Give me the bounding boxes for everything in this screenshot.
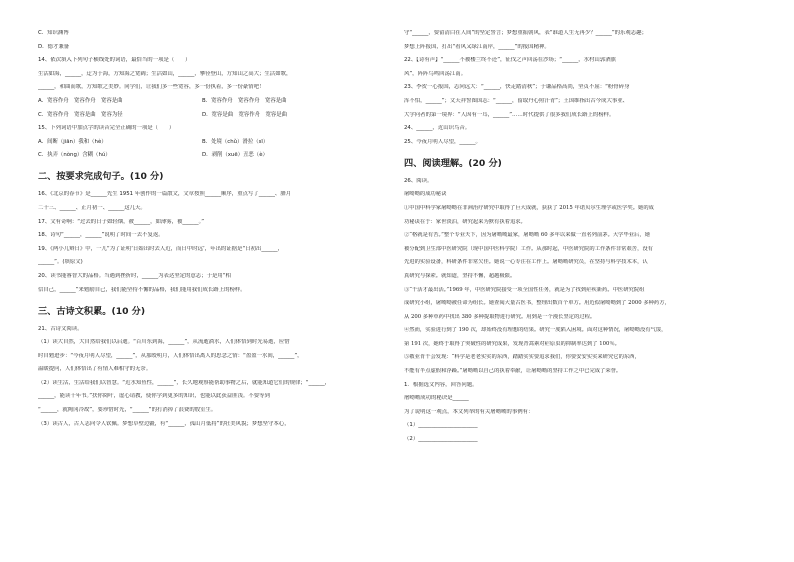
left-column (38, 30, 366, 434)
answer-blank-1: （1）______________________ (404, 422, 478, 429)
reading-label: 26、阅读。 (404, 177, 433, 184)
section-3-line: ______，能读千年书。”扶你阅叶，虚心请教，使你学到更多的知识，也能以此获益匪浅。不要等到 (38, 393, 270, 400)
question-22-line: 风”，阵阵鸟鸣回荡江南。 (404, 70, 467, 77)
section-4-title: 四、阅读理解。(20 分) (404, 157, 502, 169)
question-22-line: 22、【诗有声】“______不被楼兰终不还”，征伐之声回荡在沙场；“______，水村山郭酒旗 (404, 57, 616, 64)
poem-line: 梦想上阵报国，打出“看风又绿江南岸，______”的报国精神。 (404, 43, 550, 50)
section-2-line: 19、《两小儿辩日》中，一儿“为了证明‘日始出时去人近，而日中时远’，年出的证据是“日初出______， (38, 245, 283, 252)
section-3-line: 时自勉进步：“今夜月明人尽望，______”，从那皎明月，人们体悟出离人的思念之情：“盈盈一水间，______”， (38, 352, 303, 359)
passage-line: ③“干活才最出活。”1969 年，中医研究院接受一项全国性任务，就是为了找到疟疾新药。中医研究院组 (404, 286, 645, 293)
question-15-option-d: D．剥削（xuē）丑恶（è） (202, 152, 268, 159)
passage-line: 真研究与探索。就知道，坚持不懈，超越极限。 (404, 272, 516, 279)
question-23-line: 浑不怕，______”；文天祥誓图国志：“______，留取丹心照汗青”；王国维指出古今成大事业、 (404, 97, 629, 104)
question-14-option-d: D．宽容是曲 宽容作舟 宽容是曲 (202, 111, 288, 118)
passage-line: ②“格就是有苦。”整个专业天下，因为屠呦呦最家，屠呦呦 60 多年以来做一直名列前茅。大学毕业后，她 (404, 232, 650, 239)
question-15-stem: 15、下列词语中加点字的读音完全正确的一项是（ ） (38, 125, 175, 132)
section-3-line: “______，就陶冈冷故”，要珍惜时光，“______”的打消掉了浪费的殷室生。 (38, 407, 217, 414)
section-2-title: 二、按要求完成句子。(10 分) (38, 171, 164, 183)
section-3-line: （3）读古人，古人志向令人钦佩。梦想草壁边疆，有“______，孤山月低将”的壮美风貌；梦想坚守本心， (38, 420, 290, 427)
passage-line: ④然而，实验进行到了 190 次，却始终没有理想的结果。研究一度陷入困境。面对这种情况，屠呦呦没有气馁， (404, 327, 667, 334)
section-3-line: （1）读大自然，大自然给我们以启迪。“百川东到海，______”，从流逝淌水，人们体悟到时光易逝，应惜 (38, 339, 290, 346)
question-line: 为了说明这一观点，本文列举的有关屠呦呦的事例有： (404, 408, 534, 415)
passage-line: 不能有半点虚假和浮躁。”屠呦呦以自己的执着奉献，让屠呦呦的坚持工作之中已完成了荣誉。 (404, 368, 622, 375)
passage-line: 从 200 多种草药中找出 380 多种提取物进行研究。用到是一个漫长坚定的过程。 (404, 313, 596, 320)
question-14-options-row-1 (38, 98, 366, 105)
option-c-line: C．知识渊博 (38, 30, 69, 36)
question-23-line: 23、李贺一心报国，志向远大：“______，快走踏清秋”；于谦品格高尚，坚贞不屈：“粉骨碎身 (404, 84, 630, 91)
section-2-line: 20、读书能睿智大的品格。当遇到挫折时，______为表达坚定的意志；于是用“相 (38, 272, 231, 279)
passage-line: ⑤敬业肯干会发现：“科学是老老实实的东西，踏踏实实要追求我们，你要安安实实来研究它的东西， (404, 354, 640, 361)
question-14-option-b: B．宽容作舟 宽容作舟 宽容是曲 (202, 97, 287, 104)
passage-line: 第 191 次，她终于取得了突破性的研究成果，发现青蒿素对疟原虫的抑制率达到了 100％。 (404, 340, 620, 347)
question-23-line: 大学问者的第一境界：“人因有一耳，______”……时代提供了很多我们成长路上的榜样。 (404, 111, 615, 118)
section-2-line: 二十三、______、正月初一、______这几天。 (38, 204, 146, 211)
question-15-option-a: A．间断（jiān）我和（hè） (38, 138, 107, 145)
question-15-options-row-2 (38, 152, 366, 159)
passage-line: ①中国中科学家屠呦呦在非洲治疗研究中取得了巨大成就，获获了 2015 年诺贝尔生理学或医学奖。她的成 (404, 204, 654, 211)
poem-line: 守“______，要留清白在人间”的坚定誓言；梦想重振朝风，表“谁道人生无再少？______”的乐观志趣； (404, 30, 647, 36)
section-2-line: 18、诗句“______，______”说明了时间一去不复返。 (38, 232, 164, 239)
question-15-options-row-1 (38, 139, 366, 146)
passage-line: 先进的实验设备，科研条件非常欠佳。她说一心专注在工作上。屠呦呦研究员，在坚持与科学技术本，认 (404, 259, 648, 266)
question-15-option-b: B．处境（chǔ）滑拉（sī） (202, 138, 269, 145)
question-14-options-row-2 (38, 112, 366, 119)
right-column (404, 30, 754, 450)
question-25-line: 25、今夜月明人尽望，______。 (404, 138, 481, 145)
section-2-line: ______”。(填原文) (38, 259, 83, 266)
question-24-line: 24、______，近山识鸟音。 (404, 125, 471, 132)
question-14-stem: 14、依次填入下列句子横线处的词语，最恰当的一项是（ ） (38, 57, 191, 64)
passage-line: 被分配到卫生部中医研究院（现中国中医科学院）工作。从那时起，中医研究院的工作条件非常艰苦，没有 (404, 245, 653, 252)
answer-blank-2: （2）______________________ (404, 436, 478, 443)
question-14-text-1: 生活如海，______，迂为于海，方知海之宽阔；生活如山，______，攀径登山，方知山之高大；生活如歌， (38, 70, 292, 77)
section-3-line: （2）读生活，生活给我们以智慧。“近水知鱼性，______”，长久地观察能帮助事物之后，就能知道它们的规律；“______， (38, 379, 331, 386)
passage-line: 成研究小组，屠呦呦被任命为组长。她查阅大量古医书，整理出数百个单方。用近似屠呦呦到了 2000 多种药方， (404, 300, 670, 307)
section-2-line: 17、文有奇响：“过去的日子如轻烟，被______，如薄雾，被______。” (38, 218, 205, 225)
question-14-option-a: A．宽容作舟 宽容作舟 宽容是曲 (38, 97, 123, 104)
section-3-title: 三、古诗文积累。(10 分) (38, 305, 146, 317)
section-3-line: 21、古诗文阅读。 (38, 325, 83, 332)
section-3-line: 温暖提问，人们体悟出了有情人难相守的无奈。 (38, 366, 152, 373)
passage-title: 屠呦呦的成功秘诀 (404, 191, 447, 198)
question-15-option-c: C．执弄（nòng）含糊（hú） (38, 152, 111, 159)
question-line: 屠呦呦成功的秘诀是______ (404, 395, 469, 402)
option-d-line: D．德才兼备 (38, 43, 70, 50)
question-14-option-c: C．宽容作舟 宽容是曲 宽容为径 (38, 111, 123, 118)
section-2-line: 16、《北京的春节》是______先生 1951 年创作的一篇散文，文章按照______顺序，重点写了______、腊月 (38, 191, 292, 198)
question-line: 1．根据选文内容，回答问题。 (404, 381, 478, 388)
question-14-text-2: ______，和曲而歌，方知歌之美妙。同学们，让我们多一些宽容，多一份执着，多一份豪情吧！ (38, 84, 265, 91)
section-2-line: 信自己，______”来勉励自己，我们能坚持不懈的品格，我们能用我们成长路上的榜样。 (38, 286, 246, 293)
passage-line: 功秘诀在于：家世淡泊，研究起来为默有执着追求。 (404, 218, 526, 225)
